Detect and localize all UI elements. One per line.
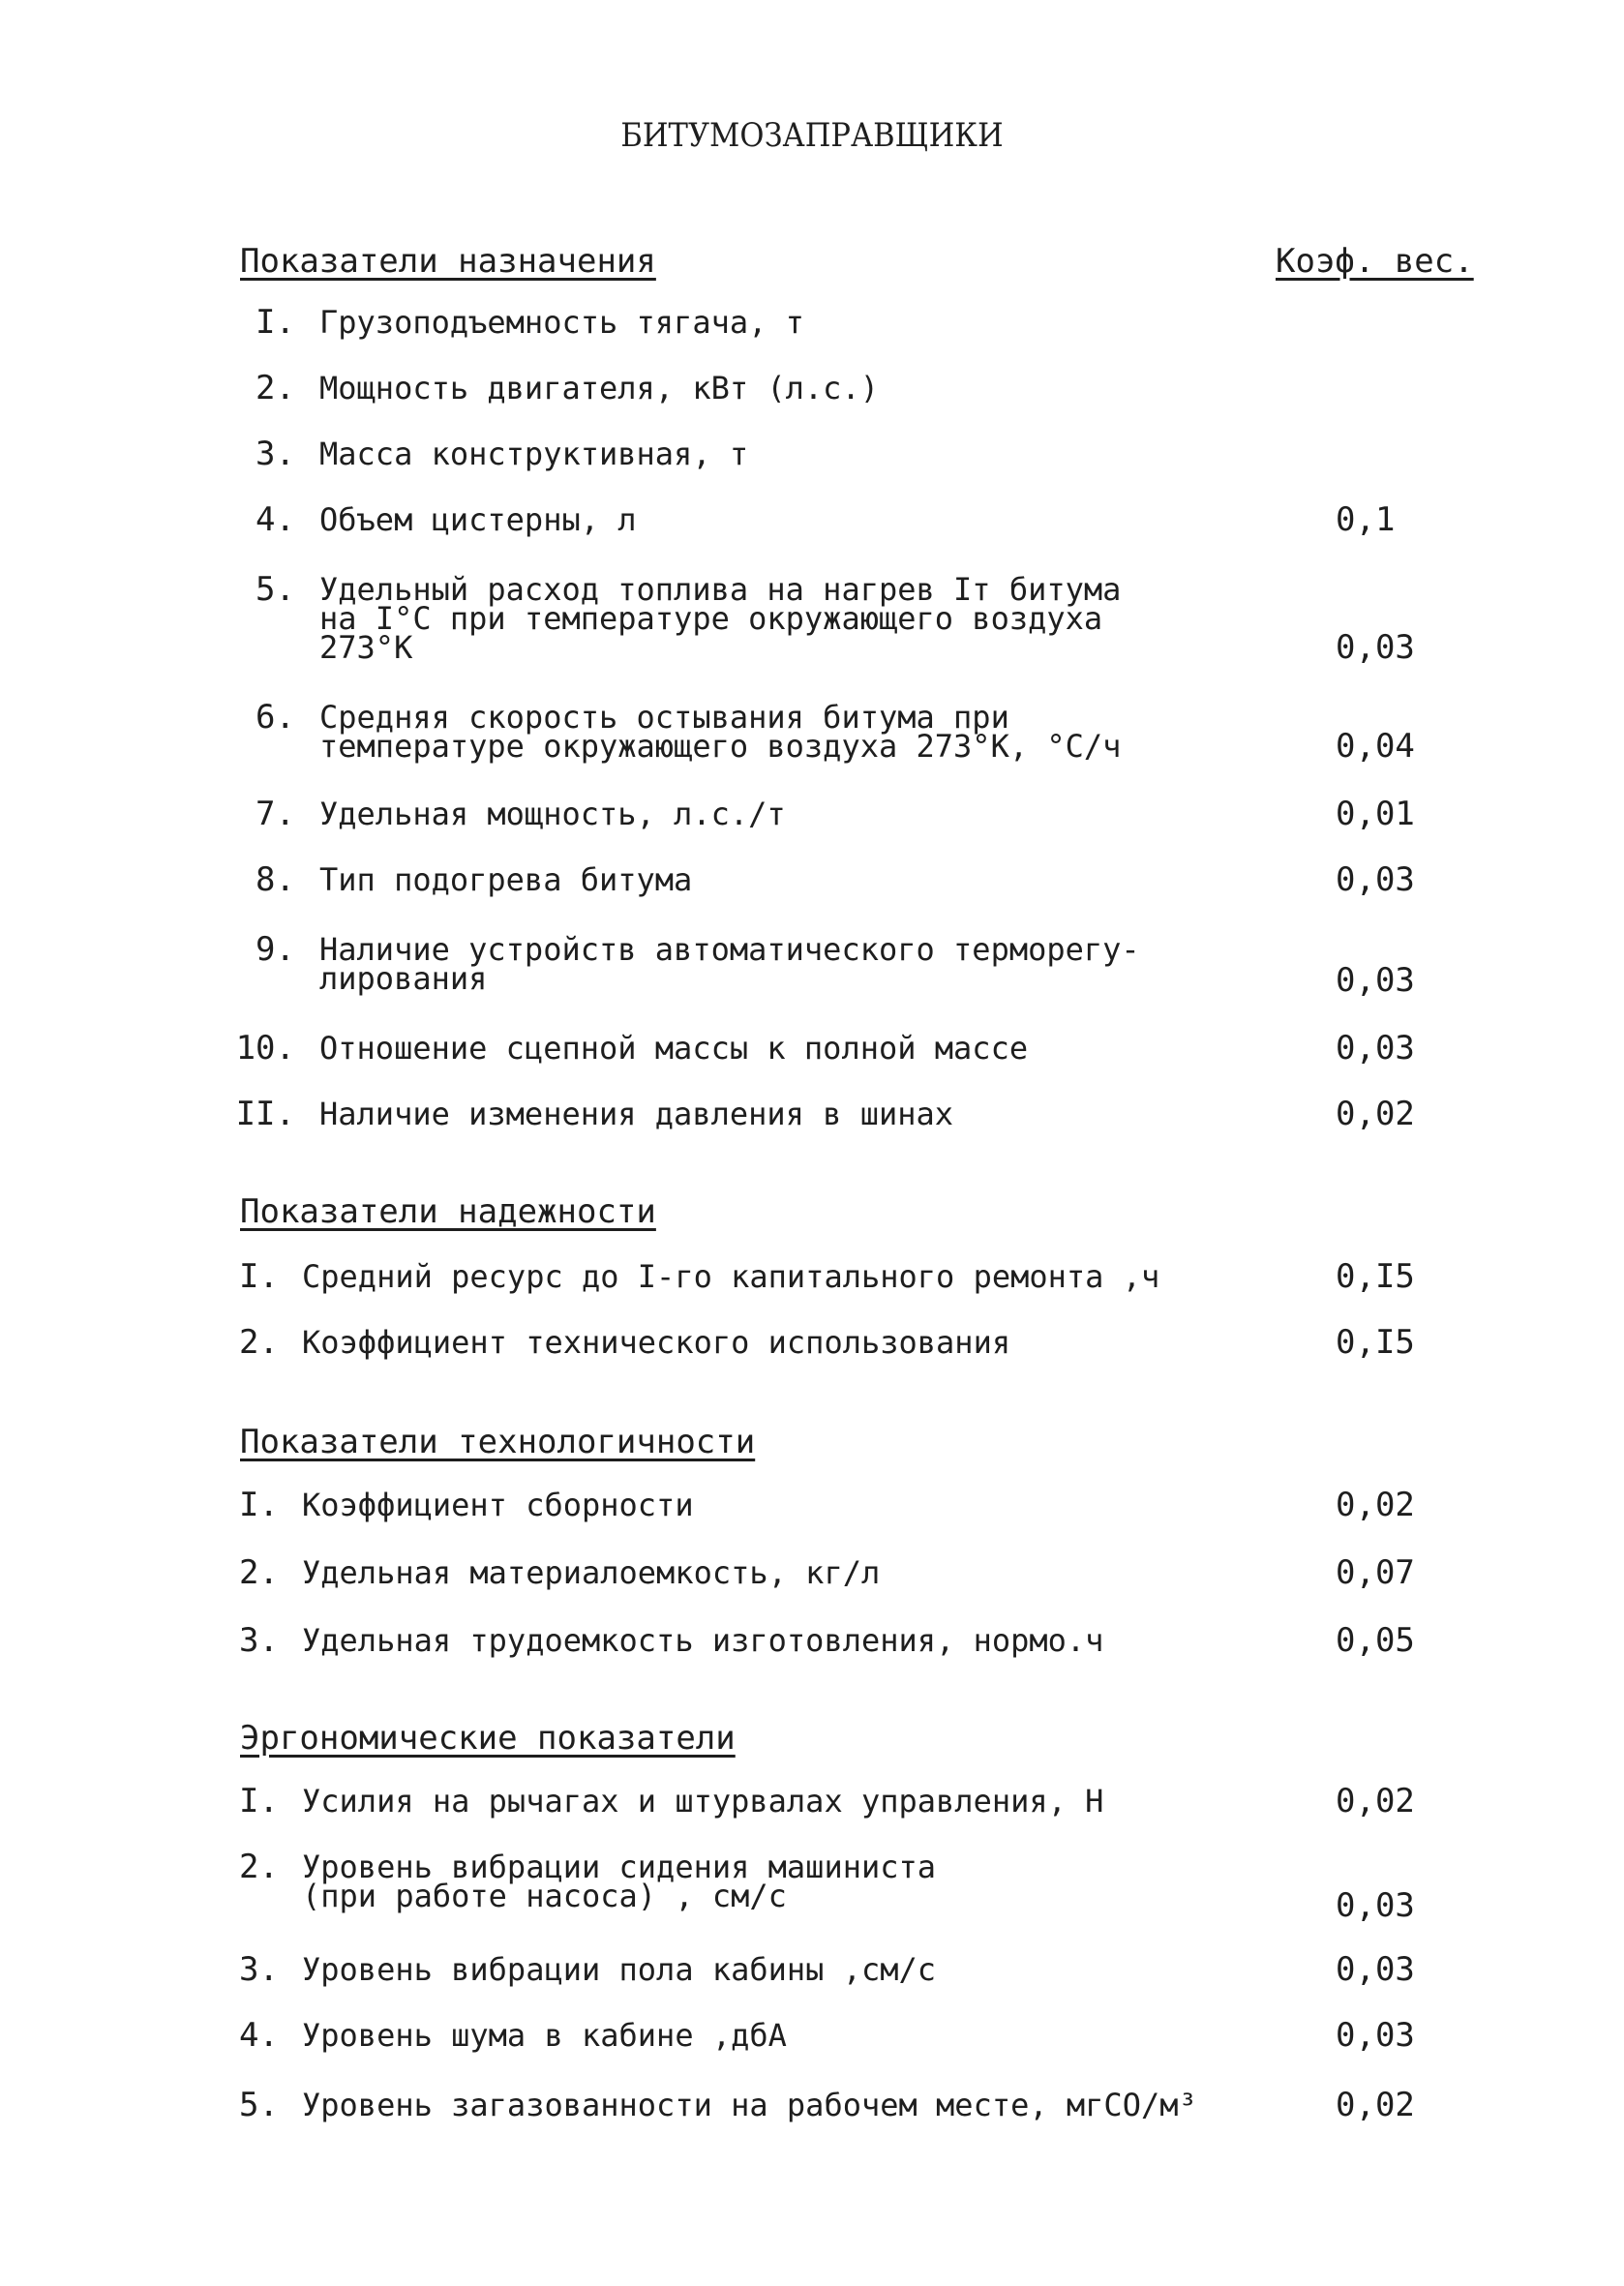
item-coefficient: 0,02: [1336, 1782, 1415, 1820]
coefficient-column-header: Коэф. вес.: [1276, 242, 1474, 281]
item-text: Уровень загазованности на рабочем месте, мгСО/м³: [302, 2087, 1197, 2123]
item-number: 4.: [256, 500, 295, 539]
item-text: Масса конструктивная, т: [319, 436, 749, 472]
item-coefficient: 0,I5: [1336, 1323, 1415, 1362]
item-number: 3.: [239, 1621, 279, 1660]
document-title: БИТУМОЗАПРАВЩИКИ: [620, 116, 1004, 155]
item-number: 6.: [256, 698, 295, 737]
item-number: 10.: [235, 1029, 295, 1068]
item-coefficient: 0,04: [1336, 727, 1415, 766]
item-coefficient: 0,03: [1336, 860, 1415, 899]
item-text: Мощность двигателя, кВт (л.с.): [319, 370, 879, 406]
item-coefficient: 0,03: [1336, 1950, 1415, 1989]
item-text: Средняя скорость остывания битума при температуре окружающего воздуха 273°К, °С/ч: [319, 699, 1122, 765]
item-coefficient: 0,07: [1336, 1553, 1415, 1592]
item-number: 5.: [256, 570, 295, 609]
item-coefficient: 0,02: [1336, 1095, 1415, 1133]
item-coefficient: 0,02: [1336, 1486, 1415, 1524]
item-coefficient: 0,03: [1336, 628, 1415, 667]
item-number: I.: [239, 1257, 279, 1296]
item-text: Усилия на рычагах и штурвалах управления, Н: [302, 1783, 1104, 1820]
item-text: Средний ресурс до I-го капитального ремонта ,ч: [302, 1258, 1160, 1295]
item-text: Коэффициент технического использования: [302, 1324, 1011, 1361]
section-heading-purpose: Показатели назначения: [240, 242, 656, 281]
item-text: Коэффициент сборности: [302, 1487, 694, 1523]
item-text: Уровень вибрации пола кабины ,см/с: [302, 1951, 937, 1988]
item-text: Удельная трудоемкость изготовления, нормо.ч: [302, 1622, 1104, 1659]
item-number: 5.: [239, 2086, 279, 2124]
item-coefficient: 0,03: [1336, 2016, 1415, 2055]
item-number: I.: [239, 1782, 279, 1820]
item-number: I.: [256, 303, 295, 342]
item-number: 2.: [239, 1323, 279, 1362]
item-coefficient: 0,03: [1336, 1029, 1415, 1068]
item-number: 9.: [256, 930, 295, 969]
item-number: 4.: [239, 2016, 279, 2055]
item-number: II.: [235, 1095, 295, 1133]
item-number: 2.: [239, 1848, 279, 1886]
item-text: Наличие устройств автоматического терморегу- лирования: [319, 931, 1140, 997]
item-text: Удельная мощность, л.с./т: [319, 796, 786, 832]
item-number: 2.: [239, 1553, 279, 1592]
item-coefficient: 0,05: [1336, 1621, 1415, 1660]
item-text: Грузоподъемность тягача, т: [319, 304, 804, 341]
item-text: Тип подогрева битума: [319, 861, 693, 898]
item-number: 7.: [256, 795, 295, 833]
item-text: Объем цистерны, л: [319, 501, 637, 538]
item-text: Уровень шума в кабине ,дбА: [302, 2017, 787, 2054]
item-number: 3.: [256, 435, 295, 473]
item-text: Отношение сцепной массы к полной массе: [319, 1030, 1029, 1067]
item-text: Удельный расход топлива на нагрев Iт битума на I°С при температуре окружающего воздуха 273°К: [319, 571, 1122, 666]
section-heading-reliability: Показатели надежности: [240, 1192, 656, 1231]
item-text: Удельная материалоемкость, кг/л: [302, 1554, 881, 1591]
item-coefficient: 0,I5: [1336, 1257, 1415, 1296]
item-text: Наличие изменения давления в шинах: [319, 1096, 954, 1132]
item-number: I.: [239, 1486, 279, 1524]
item-coefficient: 0,02: [1336, 2086, 1415, 2124]
section-heading-ergonomics: Эргономические показатели: [240, 1719, 736, 1758]
item-coefficient: 0,01: [1336, 795, 1415, 833]
item-number: 3.: [239, 1950, 279, 1989]
item-text: Уровень вибрации сидения машиниста (при работе насоса) , см/с: [302, 1849, 937, 1914]
section-heading-manufacturability: Показатели технологичности: [240, 1423, 756, 1461]
item-number: 2.: [256, 369, 295, 407]
item-number: 8.: [256, 860, 295, 899]
item-coefficient: 0,03: [1336, 1886, 1415, 1925]
item-coefficient: 0,1: [1336, 500, 1396, 539]
item-coefficient: 0,03: [1336, 961, 1415, 1000]
